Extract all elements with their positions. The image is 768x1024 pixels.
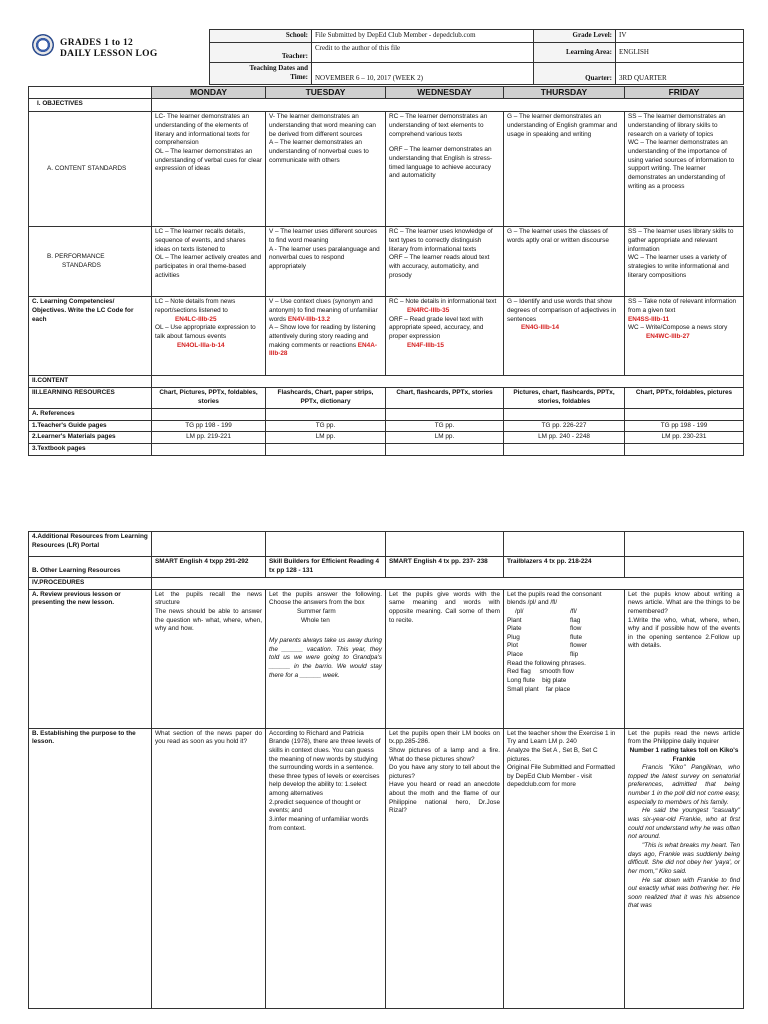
blend-pl-word: Plug — [507, 633, 520, 641]
lm-friday: LM pp. 230-231 — [625, 432, 744, 444]
phrase-line: Long flute big plate — [507, 677, 567, 685]
procedures-row — [29, 578, 744, 590]
competencies-row — [29, 297, 744, 376]
ps-mon-p1: LC – The learner recalls details, sequence of events, and shares ideas on texts listened to — [155, 228, 246, 253]
answer-box-line1: Summer farm — [297, 607, 336, 615]
lc-code-mon-2: EN4OL-IIIa-b-14 — [177, 341, 225, 349]
blend-pl-word: Plot — [507, 642, 519, 650]
review-wed-p1: Let the pupils give words with the same meaning and words with opposite meaning. Call some of them to recite. — [389, 590, 500, 624]
school-value: File Submitted by DepEd Club Member - depedclub.com — [312, 30, 534, 43]
blend-fl-word: flower — [570, 642, 588, 650]
blend-pair-row — [507, 651, 621, 660]
lesson-log-table-top — [28, 86, 744, 456]
blend-pl-word: Plate — [507, 625, 522, 633]
deped-seal-logo — [32, 34, 54, 56]
review-thursday — [504, 589, 625, 728]
or-monday: SMART English 4 txpp 291-292 — [152, 557, 266, 578]
ps-wed-p2: ORF – The learner reads aloud text with accuracy, automaticity, and prosody — [389, 254, 490, 279]
content-standards-label: A. CONTENT STANDARDS — [29, 112, 152, 227]
cs-wed-p2: ORF – The learner demonstrates an understanding that English is stress-timed language to achieve accuracy and automaticity — [389, 146, 493, 180]
or-wednesday: SMART English 4 tx pp. 237- 238 — [386, 557, 504, 578]
purpose-wednesday — [386, 728, 504, 1008]
doc-title-line2: DAILY LESSON LOG — [60, 49, 158, 59]
cs-mon-p2: OL – The learner demonstrates an understanding of verbal cues for clear expression of ideas — [155, 148, 262, 173]
textbook-label: 3.Textbook pages — [29, 444, 152, 456]
ps-thu-p1: G – The learner uses the classes of words aptly oral or written discourse — [507, 228, 609, 245]
lc-code-tue-1: EN4V-IIIb-13.2 — [287, 315, 331, 323]
blend-pl-word: Plant — [507, 616, 522, 624]
purpose-row — [29, 728, 744, 1008]
purpose-monday — [152, 728, 266, 1008]
teachers-guide-row — [29, 420, 744, 432]
content-label: II.CONTENT — [29, 376, 152, 388]
purpose-tue-p2: 2.predict sequence of thought or events; and — [269, 798, 361, 815]
purpose-thursday — [504, 728, 625, 1008]
lc-code-wed-2: EN4F-IIIb-15 — [407, 341, 444, 349]
review-tue-p1: Let the pupils answer the following. Choose the answers from the box — [269, 590, 382, 607]
lc-tue-2 — [269, 324, 382, 359]
purpose-label: B. Establishing the purpose to the lesson. — [29, 728, 152, 1008]
performance-standards-label — [29, 227, 152, 297]
lc-code-mon-1: EN4LC-IIIb-25 — [175, 315, 217, 323]
other-resources-row — [29, 557, 744, 578]
learners-materials-label: 2.Learner's Materials pages — [29, 432, 152, 444]
lc-code-fri-2: EN4WC-IIIb-27 — [646, 333, 690, 341]
performance-standards-monday — [152, 227, 266, 297]
doc-title-line1: GRADES 1 to 12 — [60, 38, 134, 48]
objectives-row — [29, 99, 744, 112]
purpose-thu-p1: Let the teacher show the Exercise 1 in Try and Learn LM p. 240 — [507, 729, 616, 746]
teaching-dates-label-line1: Teaching Dates and — [249, 64, 308, 72]
lc-wed-1: RC – Note details in informational text — [389, 298, 497, 306]
review-wednesday — [386, 589, 504, 728]
references-label: A. References — [29, 409, 152, 421]
lr-wednesday: Chart, flashcards, PPTx, stories — [386, 388, 504, 409]
procedures-label: IV.PROCEDURES — [29, 578, 152, 590]
learning-area-label: Learning Area: — [534, 43, 616, 63]
performance-standards-wednesday — [386, 227, 504, 297]
purpose-tuesday — [266, 728, 386, 1008]
competencies-monday — [152, 297, 266, 376]
purpose-mon-p1: What section of the news paper do you read as soon as you hold it? — [155, 729, 262, 746]
header-info-table — [209, 29, 744, 85]
quarter-value: 3RD QUARTER — [616, 63, 744, 85]
review-fri-p2: 1.Write the who, what, where, when, why and if possible how of the events in the opening sentence 2.Follow up with details. — [628, 616, 740, 650]
purpose-wed-p4: Have you heard or read an anecdote about the moth and the flame of our Philippine national hero, Dr.Jose Rizal? — [389, 781, 500, 815]
or-tuesday: Skill Builders for Efficient Reading 4 tx pp 128 - 131 — [266, 557, 386, 578]
tg-tuesday: TG pp. — [266, 420, 386, 432]
performance-standards-thursday — [504, 227, 625, 297]
grade-level-label: Grade Level: — [534, 30, 616, 43]
grade-level-value: IV — [616, 30, 744, 43]
review-fri-p1: Let the pupils know about writing a news article. What are the things to be remembered? — [628, 590, 740, 615]
purpose-wed-p2: Show pictures of a lamp and a fire. What do these pictures show? — [389, 746, 500, 763]
content-row — [29, 376, 744, 388]
ps-fri-p2: WC – The learner uses a variety of strategies to write informational and literary compositions — [628, 254, 729, 279]
cs-tue-p2: A – The learner demonstrates an understanding of nonverbal cues to communicate with others — [269, 139, 369, 164]
performance-standards-row — [29, 227, 744, 297]
blend-heads — [507, 608, 621, 617]
lr-monday: Chart, Pictures, PPTx, foldables, stories — [152, 388, 266, 409]
ps-label-line1: B. PERFORMANCE — [47, 253, 105, 261]
day-monday: MONDAY — [152, 87, 266, 99]
learners-materials-row — [29, 432, 744, 444]
phrases-intro: Read the following phrases. — [507, 659, 586, 667]
news-paragraph: He sat down with Frankie to find out exactly what was bothering her. He soon realized that it was his absence that was — [628, 876, 740, 910]
review-friday — [625, 589, 744, 728]
lr-friday: Chart, PPTx, foldables, pictures — [625, 388, 744, 409]
news-headline: Number 1 rating takes toll on Kiko's Frankie — [629, 746, 739, 763]
cs-wed-p1: RC – The learner demonstrates an understanding of text elements to comprehend various texts — [389, 113, 488, 138]
learning-area-value: ENGLISH — [616, 43, 744, 63]
ps-wed-p1: RC – The learner uses knowledge of text types to correctly distinguish literary from informational texts — [389, 228, 493, 253]
teachers-guide-label: 1.Teacher's Guide pages — [29, 420, 152, 432]
news-paragraph: He said the youngest "casualty" was six-year-old Frankie, who at first could not understand why he was often not around. — [628, 807, 740, 841]
blend-head-fl: /fl/ — [570, 607, 577, 615]
day-friday: FRIDAY — [625, 87, 744, 99]
additional-resources-label: 4.Additional Resources from Learning Resources (LR) Portal — [29, 532, 152, 557]
cs-fri-p1: SS – The learner demonstrates an understanding of library skills to research on a variety of topics — [628, 113, 726, 138]
lc-mon-1: LC – Note details from news report/sections listened to — [155, 298, 236, 315]
lc-code-wed-1: EN4RC-IIIb-35 — [407, 307, 450, 315]
day-thursday: THURSDAY — [504, 87, 625, 99]
review-mon-p1: Let the pupils recall the news structure — [155, 590, 262, 607]
lm-wednesday: LM pp. — [386, 432, 504, 444]
teaching-dates-value: NOVEMBER 6 – 10, 2017 (WEEK 2) — [312, 63, 534, 85]
blend-fl-word: flow — [570, 625, 582, 633]
learning-resources-row — [29, 388, 744, 409]
competencies-friday — [625, 297, 744, 376]
purpose-wed-p1: Let the pupils open their LM books on tx.pp.285-286. — [389, 729, 500, 746]
review-tue-sentences: My parents always take us away during the ______ vacation. This year, they told us we were going to Grandpa's ______ in the barrio. We would stay there for a ______ week. — [269, 637, 382, 679]
review-label: A. Review previous lesson or presenting the new lesson. — [29, 589, 152, 728]
lc-code-thu-1: EN4G-IIIb-14 — [521, 324, 559, 332]
day-wednesday: WEDNESDAY — [386, 87, 504, 99]
purpose-thu-p3: Original File Submitted and Formatted by DepEd Club Member - visit depedclub.com for more — [507, 764, 615, 789]
tg-monday: TG pp 198 - 199 — [152, 420, 266, 432]
lc-tue-2-text: A – Show love for reading by listening attentively during story reading and making comments or reactions — [269, 324, 376, 349]
or-thursday: Trailblazers 4 tx pp. 218-224 — [504, 557, 625, 578]
phrase-line: Red flag smooth flow — [507, 668, 574, 676]
purpose-friday — [625, 728, 744, 1008]
performance-standards-friday — [625, 227, 744, 297]
purpose-thu-p2: Analyze the Set A , Set B, Set C pictures. — [507, 746, 598, 763]
tg-friday: TG pp 198 - 199 — [625, 420, 744, 432]
teacher-value: Credit to the author of this file — [312, 43, 534, 63]
blend-pair-row — [507, 617, 621, 626]
learning-resources-label: III.LEARNING RESOURCES — [29, 388, 152, 409]
textbook-row — [29, 444, 744, 456]
blend-pair-row — [507, 634, 621, 643]
lc-tue-1: V – Use context clues (synonym and antonym) to find meaning of unfamiliar words — [269, 298, 378, 323]
lr-tuesday: Flashcards, Chart, paper strips, PPTx, dictionary — [266, 388, 386, 409]
tg-wednesday: TG pp. — [386, 420, 504, 432]
blend-fl-word: flip — [570, 651, 579, 659]
teaching-dates-label-line2: Time: — [290, 73, 308, 82]
or-friday — [625, 557, 744, 578]
news-paragraph: Francis "Kiko" Pangilinan, who topped the latest survey on senatorial preferences, admitted that being number 1 in the poll did not come easy, especially to members of his family. — [628, 764, 740, 806]
references-row — [29, 409, 744, 421]
objectives-label-text: I. OBJECTIVES — [37, 100, 83, 108]
lc-wed-2: ORF – Read grade level text with appropriate speed, accuracy, and proper expression — [389, 315, 484, 341]
cs-tue-p1: V- The learner demonstrates an understanding that word meaning can be derived from different sources — [269, 113, 376, 138]
lr-thursday: Pictures, chart, flashcards, PPTx, stories, foldables — [504, 388, 625, 409]
lc-code-fri-1: EN4SS-IIIb-11 — [628, 315, 670, 323]
objectives-label — [29, 99, 152, 112]
ps-tue-p2: A - The learner uses paralanguage and nonverbal cues to respond appropriately — [269, 245, 380, 271]
review-thu-intro: Let the pupils read the consonant blends /pl/ and /fl/ — [507, 590, 602, 607]
cs-thu-p1: G – The learner demonstrates an understanding of English grammar and usage in speaking and writing — [507, 113, 618, 138]
additional-resources-row — [29, 532, 744, 557]
content-standards-monday — [152, 112, 266, 227]
day-header-row — [29, 87, 744, 99]
content-standards-wednesday — [386, 112, 504, 227]
blend-fl-word: flag — [570, 616, 581, 624]
lesson-log-table-bottom — [28, 531, 744, 1009]
lc-fri-2: WC – Write/Compose a news story — [628, 324, 728, 332]
competencies-label: C. Learning Competencies/ Objectives. Write the LC Code for each — [29, 297, 152, 376]
review-tuesday — [266, 589, 386, 728]
lm-tuesday: LM pp. — [266, 432, 386, 444]
news-paragraph: "This is what breaks my heart. Ten days ago, Frankie was suddenly being difficult. She did not obey her 'yaya', or her mom," Kiko said. — [628, 841, 740, 875]
blend-pl-word: Place — [507, 651, 523, 659]
lc-code-tue-2: EN4A-IIIb-28 — [269, 341, 377, 358]
ps-fri-p1: SS – The learner uses library skills to gather appropriate and relevant information — [628, 228, 734, 253]
lc-thu-1: G – Identify and use words that show degrees of comparison of adjectives in sentences — [507, 298, 617, 323]
day-tuesday: TUESDAY — [266, 87, 386, 99]
lc-fri-1: SS – Take note of relevant information from a given text — [628, 298, 737, 315]
performance-standards-tuesday — [266, 227, 386, 297]
purpose-fri-intro: Let the pupils read the news article from the Philippine daily inquirer — [628, 729, 740, 746]
teaching-dates-label — [210, 63, 312, 85]
ps-mon-p2: OL – The learner actively creates and participates in oral theme-based activities — [155, 254, 262, 279]
lm-monday: LM pp. 219-221 — [152, 432, 266, 444]
lm-thursday: LM pp. 240 - 2248 — [504, 432, 625, 444]
ps-label-line2: STANDARDS — [62, 261, 101, 269]
review-mon-p2: The news should be able to answer the question wh- what, where, when, why and how. — [155, 607, 262, 633]
school-label: School: — [210, 30, 312, 43]
cs-mon-p1: LC- The learner demonstrates an understanding of the elements of literary and informational texts for comprehension — [155, 113, 250, 147]
competencies-thursday — [504, 297, 625, 376]
blend-fl-word: flute — [570, 633, 583, 641]
tg-thursday: TG pp. 226-227 — [504, 420, 625, 432]
competencies-wednesday — [386, 297, 504, 376]
blend-pair-row — [507, 642, 621, 651]
blend-pair-row — [507, 625, 621, 634]
review-row — [29, 589, 744, 728]
ps-tue-p1: V – The learner uses different sources to find word meaning — [269, 228, 378, 245]
content-standards-row — [29, 112, 744, 227]
purpose-tue-p1: According to Richard and Patricia Brande (1978), there are three levels of skills in context clues. You can guess the meaning of new words by studying the surrounding words in a sentence. these three types of levels or exercises help develop the ability to: 1.select among alternatives — [269, 729, 381, 798]
content-standards-thursday — [504, 112, 625, 227]
phrase-line: Small plant far place — [507, 685, 571, 693]
quarter-label: Quarter: — [534, 63, 616, 85]
lc-mon-2: OL – Use appropriate expression to talk about famous events — [155, 324, 256, 341]
purpose-wed-p3: Do you have any story to tell about the pictures? — [389, 764, 500, 780]
other-resources-label: B. Other Learning Resources — [29, 557, 152, 578]
purpose-tue-p3: 3.infer meaning of unfamiliar words from context. — [269, 816, 369, 832]
cs-fri-p2: WC – The learner demonstrates an understanding of the importance of using varied sources of information to support writing. The learner demonstrates an understanding of writing as a process — [628, 139, 735, 190]
teacher-label: Teacher: — [210, 43, 312, 63]
competencies-tuesday — [266, 297, 386, 376]
answer-box-line2: Whole ten — [301, 616, 330, 624]
content-standards-friday — [625, 112, 744, 227]
content-standards-tuesday — [266, 112, 386, 227]
review-monday — [152, 589, 266, 728]
blend-head-pl: /pl/ — [515, 607, 524, 615]
